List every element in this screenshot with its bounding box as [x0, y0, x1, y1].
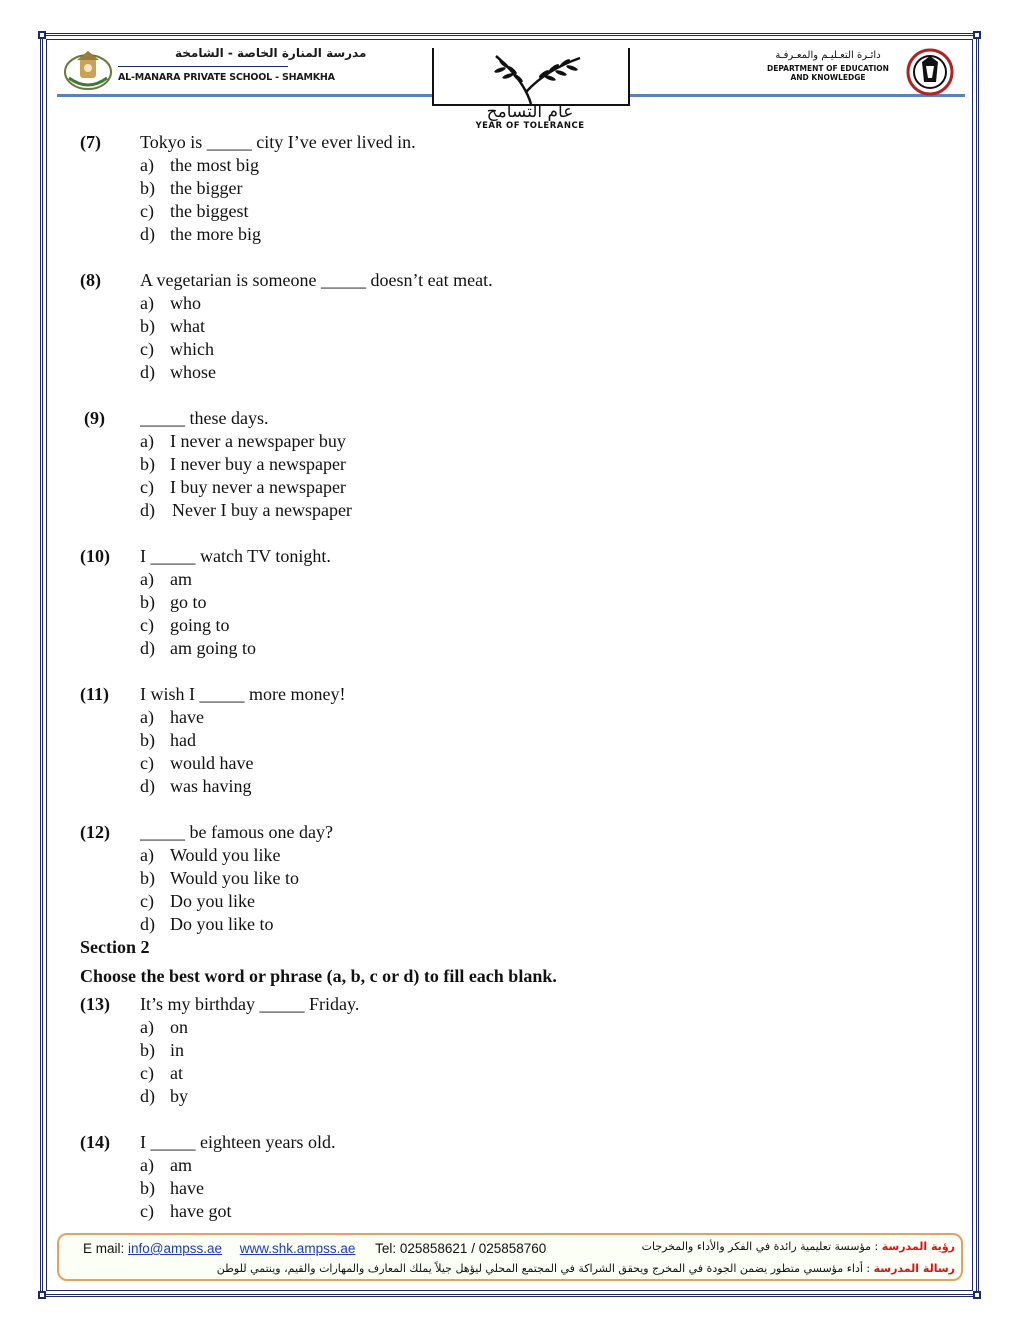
question-text: I _____ watch TV tonight. — [140, 546, 331, 566]
option-letter: a) — [140, 1017, 154, 1037]
corner-ornament — [973, 1291, 981, 1299]
option — [80, 1039, 940, 1062]
option-letter: d) — [140, 638, 155, 658]
option-letter: d) — [140, 500, 155, 520]
option — [80, 867, 940, 890]
option-letter: c) — [140, 753, 154, 773]
department-name-arabic: دائـرة التعـليـم والمعـرفـة — [775, 50, 881, 61]
question-number: (12) — [80, 822, 110, 842]
option — [80, 1016, 940, 1039]
option-text: am — [170, 1155, 192, 1175]
question-9 — [80, 407, 940, 522]
website-link[interactable]: www.shk.ampss.ae — [239, 1241, 356, 1256]
option — [80, 1177, 940, 1200]
option-text: I buy never a newspaper — [170, 477, 346, 497]
year-of-tolerance-english: YEAR OF TOLERANCE — [475, 121, 585, 131]
question-number: (14) — [80, 1132, 110, 1152]
year-of-tolerance-logo — [432, 48, 630, 106]
option-letter: a) — [140, 845, 154, 865]
option-letter: c) — [140, 891, 154, 911]
question-number: (9) — [84, 408, 105, 428]
option-letter: a) — [140, 155, 154, 175]
option-letter: c) — [140, 201, 154, 221]
school-mission — [217, 1262, 955, 1275]
option-text: I never a newspaper buy — [170, 431, 346, 451]
quiz-content — [80, 131, 940, 1223]
email-link[interactable]: info@ampss.ae — [128, 1241, 223, 1256]
option-letter: a) — [140, 1155, 154, 1175]
question-text: It’s my birthday _____ Friday. — [140, 994, 360, 1014]
option — [80, 890, 940, 913]
option-text: Do you like to — [170, 914, 274, 934]
option-text: which — [170, 339, 214, 359]
option — [80, 476, 940, 499]
school-name-english: AL-MANARA PRIVATE SCHOOL - SHAMKHA — [118, 72, 335, 83]
school-name-arabic: مدرسة المنارة الخاصة - الشامخة — [175, 46, 367, 60]
question-number: (10) — [80, 546, 110, 566]
option-letter: a) — [140, 293, 154, 313]
telephone: Tel: 025858621 / 025858760 — [375, 1241, 547, 1256]
option — [80, 614, 940, 637]
option-letter: b) — [140, 316, 155, 336]
option-text: Never I buy a newspaper — [172, 500, 352, 520]
question-14 — [80, 1131, 940, 1223]
option-text: the more big — [170, 224, 261, 244]
option-text: Would you like — [170, 845, 281, 865]
option — [80, 706, 940, 729]
option-letter: b) — [140, 178, 155, 198]
year-of-tolerance-arabic: عام التسامح — [486, 102, 574, 122]
option — [80, 223, 940, 246]
ghaf-tree-icon — [434, 48, 628, 104]
department-name-english — [755, 64, 901, 82]
option — [80, 752, 940, 775]
option — [80, 499, 940, 522]
option — [80, 775, 940, 798]
question-10 — [80, 545, 940, 660]
option — [80, 453, 940, 476]
option-text: by — [170, 1086, 188, 1106]
option-text: am — [170, 569, 192, 589]
option-text: the most big — [170, 155, 259, 175]
option-text: in — [170, 1040, 185, 1060]
question-text: I wish I _____ more money! — [140, 684, 346, 704]
option-text: what — [170, 316, 205, 336]
option — [80, 430, 940, 453]
vision-text: : مؤسسة تعليمية رائدة في الفكر والأداء والمخرجات — [641, 1240, 879, 1253]
option — [80, 361, 940, 384]
option — [80, 729, 940, 752]
option-letter: b) — [140, 1040, 155, 1060]
option-text: have — [170, 707, 204, 727]
school-logo-icon — [63, 48, 113, 92]
option-letter: d) — [140, 914, 155, 934]
page-footer — [57, 1233, 963, 1281]
option-letter: d) — [140, 224, 155, 244]
question-number: (7) — [80, 132, 101, 152]
question-text: A vegetarian is someone _____ doesn’t eat meat. — [140, 270, 493, 290]
option-letter: c) — [140, 477, 154, 497]
page-header — [55, 42, 965, 132]
footer-contact — [83, 1241, 546, 1256]
corner-ornament — [38, 31, 46, 39]
option-letter: a) — [140, 569, 154, 589]
option-text: Do you like — [170, 891, 255, 911]
question-8 — [80, 269, 940, 384]
option — [80, 200, 940, 223]
corner-ornament — [973, 31, 981, 39]
option — [80, 292, 940, 315]
option-text: whose — [170, 362, 216, 382]
option — [80, 1085, 940, 1108]
question-number: (11) — [80, 684, 109, 704]
option-text: would have — [170, 753, 254, 773]
option-text: had — [170, 730, 196, 750]
option — [80, 338, 940, 361]
option-letter: a) — [140, 707, 154, 727]
option-text: was having — [170, 776, 252, 796]
option-text: am going to — [170, 638, 256, 658]
option-letter: c) — [140, 615, 154, 635]
option — [80, 177, 940, 200]
question-7 — [80, 131, 940, 246]
mission-text: : أداء مؤسسي متطور يضمن الجودة في المخرج ويحقق الشراكة في المجتمع المحلي ليؤهل جيلاً يملك المعارف والمهارات والقيم، وينتمي للوطن — [216, 1262, 871, 1275]
option — [80, 591, 940, 614]
option-letter: b) — [140, 454, 155, 474]
option-text: on — [170, 1017, 188, 1037]
option-letter: b) — [140, 1178, 155, 1198]
option — [80, 568, 940, 591]
question-text: I _____ eighteen years old. — [140, 1132, 336, 1152]
option-text: at — [170, 1063, 183, 1083]
section-title: Section 2 — [80, 937, 150, 957]
option-letter: b) — [140, 730, 155, 750]
school-vision — [642, 1240, 955, 1253]
corner-ornament — [38, 1291, 46, 1299]
option — [80, 1200, 940, 1223]
option — [80, 844, 940, 867]
option-letter: c) — [140, 339, 154, 359]
option — [80, 913, 940, 936]
option-text: I never buy a newspaper — [170, 454, 346, 474]
option — [80, 1154, 940, 1177]
option-text: going to — [170, 615, 230, 635]
option-letter: b) — [140, 868, 155, 888]
option-letter: b) — [140, 592, 155, 612]
option-text: the bigger — [170, 178, 243, 198]
option-letter: d) — [140, 776, 155, 796]
option — [80, 154, 940, 177]
department-name-line2: AND KNOWLEDGE — [790, 73, 866, 82]
option-text: go to — [170, 592, 207, 612]
option-letter: c) — [140, 1063, 154, 1083]
option-text: Would you like to — [170, 868, 300, 888]
department-name-line1: DEPARTMENT OF EDUCATION — [767, 64, 889, 73]
email-label: E mail: — [83, 1241, 125, 1256]
vision-label: رؤية المدرسة — [881, 1240, 955, 1253]
question-text: _____ these days. — [140, 408, 269, 428]
question-number: (8) — [80, 270, 101, 290]
option — [80, 637, 940, 660]
question-text: Tokyo is _____ city I’ve ever lived in. — [140, 132, 416, 152]
option — [80, 1062, 940, 1085]
option-letter: a) — [140, 431, 154, 451]
option-letter: c) — [140, 1201, 154, 1221]
question-text: _____ be famous one day? — [140, 822, 333, 842]
option-text: who — [170, 293, 201, 313]
question-number: (13) — [80, 994, 110, 1014]
mission-label: رسالة المدرسة — [873, 1262, 955, 1275]
abu-dhabi-emblem-icon — [905, 48, 955, 96]
option-letter: d) — [140, 1086, 155, 1106]
section-instruction: Choose the best word or phrase (a, b, c or d) to fill each blank. — [80, 966, 557, 986]
option — [80, 315, 940, 338]
option-text: the biggest — [170, 201, 249, 221]
question-11 — [80, 683, 940, 798]
question-13 — [80, 993, 940, 1108]
question-12 — [80, 821, 940, 936]
option-text: have got — [170, 1201, 232, 1221]
school-name-divider — [118, 66, 288, 67]
option-text: have — [170, 1178, 204, 1198]
option-letter: d) — [140, 362, 155, 382]
